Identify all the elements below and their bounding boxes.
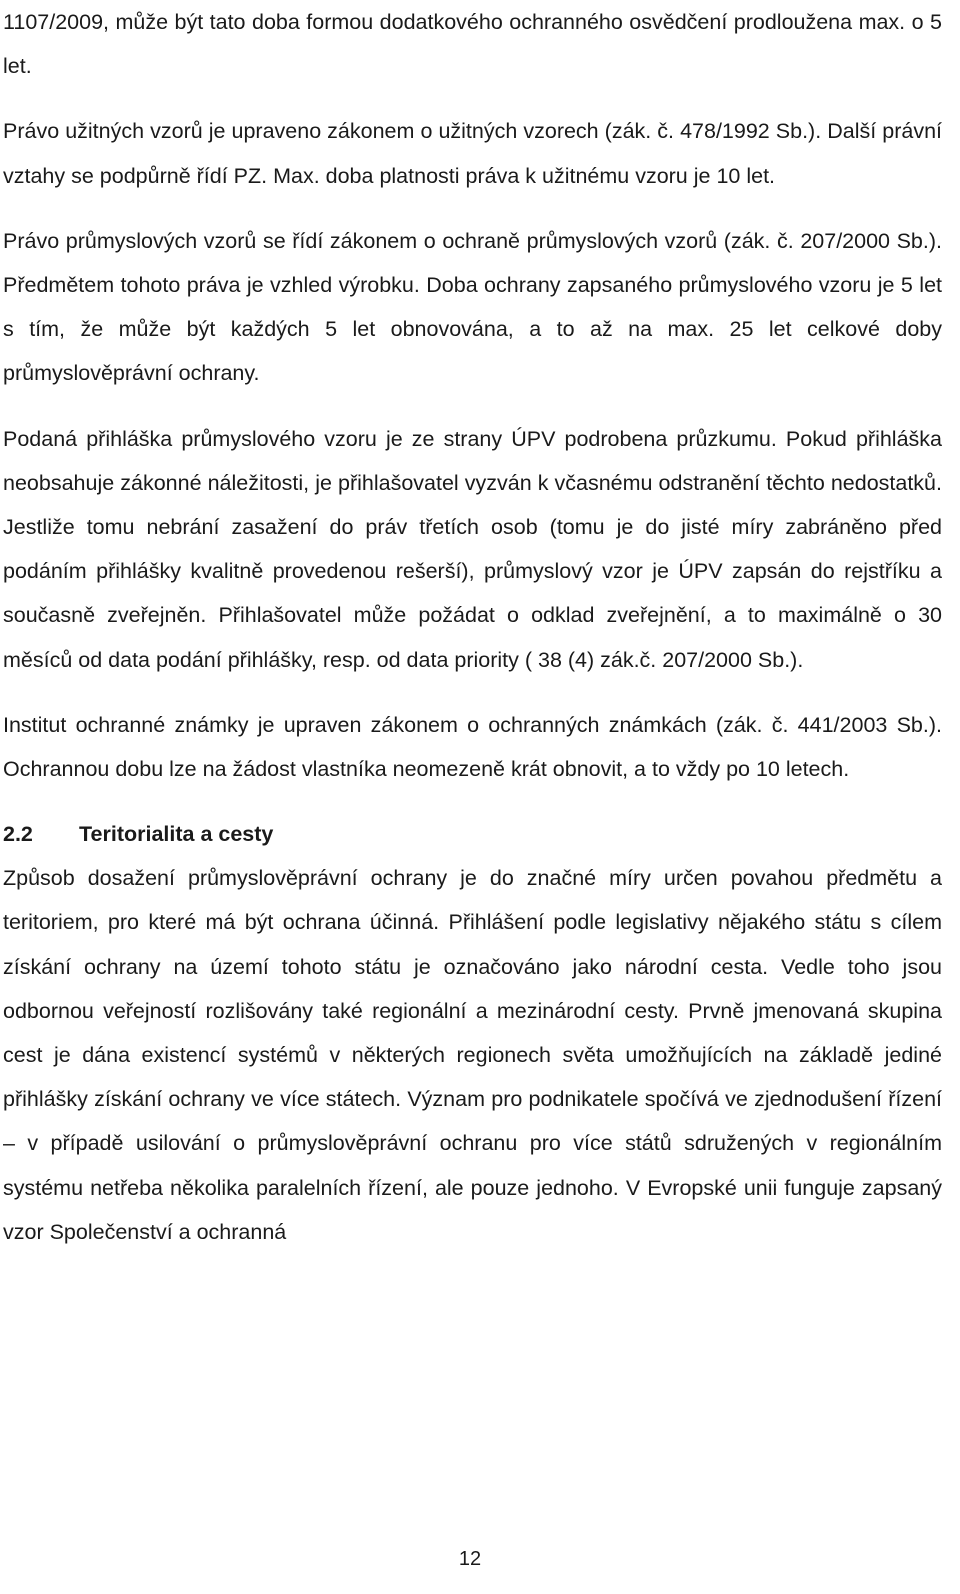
paragraph-spacer [3, 396, 942, 417]
paragraph-industrial-designs: Právo průmyslových vzorů se řídí zákonem o ochraně průmyslových vzorů (zák. č. 207/2000 Sb.). Předmětem tohoto práva je vzhled výrobku. Doba ochrany zapsaného průmyslového vzoru je 5 let s tím, že může být každých 5 let obnovována, a to až na max. 25 let celkové doby průmyslověprávní ochrany. [3, 228, 942, 386]
paragraph-design-application: Podaná přihláška průmyslového vzoru je ze strany ÚPV podrobena průzkumu. Pokud přihláška neobsahuje zákonné náležitosti, je přihlašovatel vyzván k včasnému odstranění těchto nedostatků. Jestliže tomu nebrání zasažení do práv třetích osob (tomu je do jisté míry zabráněno před podáním přihlášky kvalitně provedenou rešerší), průmyslový vzor je ÚPV zapsán do rejstříku a současně zveřejněn. Přihlašovatel může požádat o odklad zveřejnění, a to maximálně o 30 měsíců od data podání přihlášky, resp. od data priority ( 38 (4) zák.č. 207/2000 Sb.). [3, 426, 942, 672]
section-title: Teritorialita a cesty [79, 822, 274, 847]
page-number: 12 [458, 1548, 482, 1570]
paragraph-territoriality: Způsob dosažení průmyslověprávní ochrany je do značné míry určen povahou předmětu a teritoriem, pro které má být ochrana účinná. Přihlášení podle legislativy nějakého státu s cílem získání ochrany na území tohoto státu je označováno jako národní cesta. Vedle toho jsou odbornou veřejností rozlišovány také regionální a mezinárodní cesty. Prvně jmenovaná skupina cest je dána existencí systémů v některých regionech světa umožňujících na základě jediné přihlášky získání ochrany ve více státech. Význam pro podnikatele spočívá ve zjednodušení řízení – v případě usilování o průmyslověprávní ochranu pro více států sdružených v regionálním systému netřeba několika paralelních řízení, ale pouze jednoho. V Evropské unii funguje zapsaný vzor Společenství a ochranná [3, 866, 942, 1244]
paragraph-spacer [3, 198, 942, 219]
section-heading [3, 812, 942, 856]
paragraph-utility-models: Právo užitných vzorů je upraveno zákonem o užitných vzorech (zák. č. 478/1992 Sb.). Další právní vztahy se podpůrně řídí PZ. Max. doba platnosti práva k užitnému vzoru je 10 let. [3, 119, 942, 188]
section-number: 2.2 [3, 822, 33, 847]
paragraph-trademarks: Institut ochranné známky je upraven zákonem o ochranných známkách (zák. č. 441/2003 Sb.). Ochrannou dobu lze na žádost vlastníka neomezeně krát obnovit, a to vždy po 10 letech. [3, 712, 942, 782]
paragraph-spacer [3, 682, 942, 703]
paragraph-spacer [3, 88, 942, 109]
document-page [3, 0, 942, 1254]
paragraph-supplementary-certificate: 1107/2009, může být tato doba formou dodatkového ochranného osvědčení prodloužena max. o 5 let. [3, 10, 942, 79]
paragraph-spacer [3, 791, 942, 812]
